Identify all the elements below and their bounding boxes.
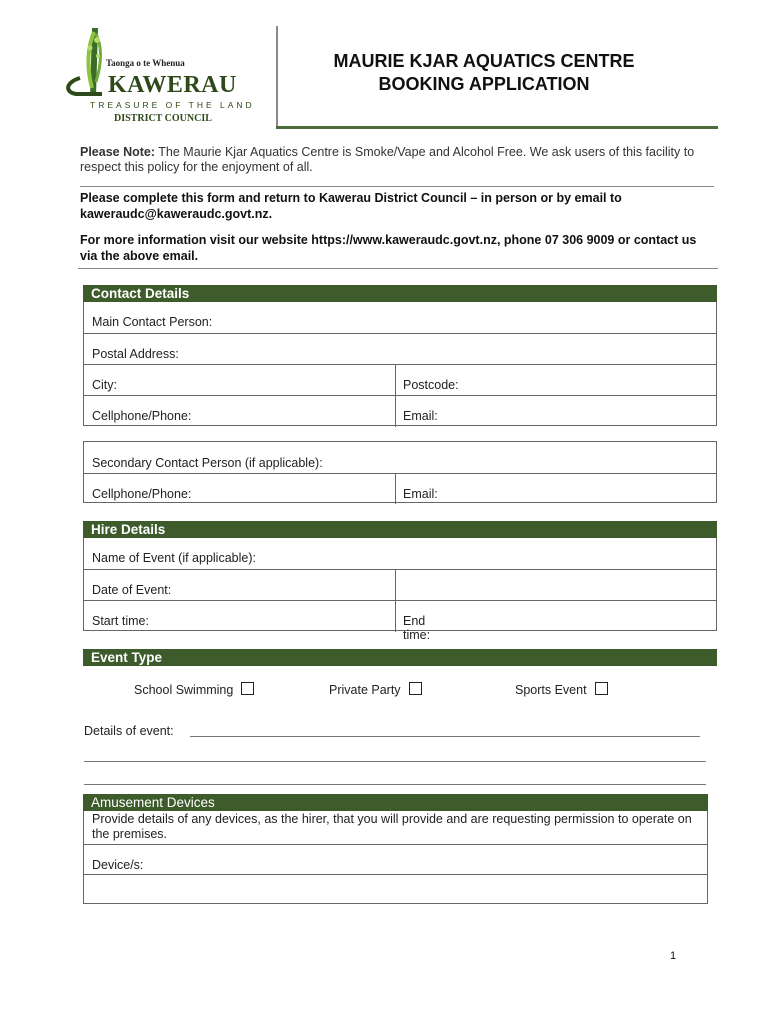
option-private-party[interactable] bbox=[329, 682, 422, 697]
header-divider bbox=[276, 26, 278, 128]
details-of-event-label: Details of event: bbox=[84, 724, 174, 738]
note-text: The Maurie Kjar Aquatics Centre is Smoke/Vape and Alcohol Free. We ask users of this facility to respect this policy for the enjoyment of all. bbox=[80, 145, 695, 174]
title-line-2: BOOKING APPLICATION bbox=[378, 74, 590, 94]
end-time-field[interactable] bbox=[395, 601, 431, 642]
hire-details-table bbox=[83, 538, 717, 642]
title-line-1: MAURIE KJAR AQUATICS CENTRE bbox=[333, 51, 635, 71]
event-date-blank bbox=[395, 570, 396, 601]
secondary-email-label: Email: bbox=[403, 487, 438, 501]
header-rule bbox=[276, 126, 718, 129]
details-line-1[interactable] bbox=[190, 736, 700, 737]
logo-council: DISTRICT COUNCIL bbox=[114, 113, 212, 124]
postal-address-field[interactable] bbox=[84, 333, 716, 365]
event-name-field[interactable] bbox=[84, 538, 716, 569]
page-number: 1 bbox=[670, 950, 677, 962]
amusement-devices-table bbox=[83, 811, 708, 904]
secondary-contact-field[interactable] bbox=[84, 442, 716, 473]
secondary-phone-email-row bbox=[84, 473, 716, 504]
main-contact-field[interactable] bbox=[84, 302, 716, 333]
option-school-swimming[interactable] bbox=[134, 682, 254, 697]
note-label: Please Note: bbox=[80, 145, 156, 159]
amusement-devices-heading: Amusement Devices bbox=[83, 794, 708, 811]
sports-event-label: Sports Event bbox=[515, 683, 587, 697]
email-label: Email: bbox=[403, 409, 438, 423]
event-type-heading: Event Type bbox=[83, 649, 717, 666]
school-swimming-label: School Swimming bbox=[134, 683, 234, 697]
private-party-label: Private Party bbox=[329, 683, 401, 697]
hire-details-heading: Hire Details bbox=[83, 521, 717, 538]
end-time-label: End time: bbox=[403, 614, 431, 642]
instruction-text: Please complete this form and return to Kawerau District Council – in person or by email to kaweraudc@kaweraudc.govt.nz. bbox=[80, 191, 622, 221]
details-line-3[interactable] bbox=[84, 784, 706, 785]
secondary-contact-table bbox=[83, 441, 717, 503]
option-sports-event[interactable] bbox=[515, 682, 608, 697]
logo-treasure: TREASURE OF THE LAND bbox=[90, 100, 255, 110]
time-row bbox=[84, 600, 716, 642]
postcode-label: Postcode: bbox=[403, 378, 459, 392]
intro-divider bbox=[78, 268, 718, 269]
postcode-field[interactable] bbox=[395, 365, 459, 396]
details-line-2[interactable] bbox=[84, 761, 706, 762]
city-label: City: bbox=[92, 378, 117, 392]
contact-details-table bbox=[83, 302, 717, 426]
secondary-phone-label: Cellphone/Phone: bbox=[92, 487, 192, 501]
email-field[interactable] bbox=[395, 396, 438, 427]
logo-wordmark: KAWERAU bbox=[108, 72, 237, 98]
main-contact-label: Main Contact Person: bbox=[92, 315, 213, 329]
more-info-text: For more information visit our website https://www.kaweraudc.govt.nz, phone 07 306 9009 or contact us via the above email. bbox=[80, 233, 697, 263]
phone-label: Cellphone/Phone: bbox=[92, 409, 192, 423]
event-date-row[interactable] bbox=[84, 569, 716, 601]
page-title bbox=[280, 50, 688, 96]
devices-blank-row[interactable] bbox=[84, 874, 707, 904]
amusement-description: Provide details of any devices, as the hirer, that you will provide and are requesting permission to operate on the premises. bbox=[92, 812, 692, 841]
sports-event-checkbox[interactable] bbox=[595, 682, 608, 695]
logo-tagline: Taonga o te Whenua bbox=[106, 58, 185, 68]
phone-email-row bbox=[84, 395, 716, 427]
private-party-checkbox[interactable] bbox=[409, 682, 422, 695]
secondary-contact-label: Secondary Contact Person (if applicable): bbox=[92, 456, 323, 470]
secondary-email-field[interactable] bbox=[395, 474, 438, 504]
note-divider bbox=[80, 186, 714, 187]
devices-label: Device/s: bbox=[92, 858, 144, 872]
policy-note bbox=[80, 145, 710, 175]
contact-details-heading: Contact Details bbox=[83, 285, 717, 302]
event-date-label: Date of Event: bbox=[92, 583, 172, 597]
start-time-label: Start time: bbox=[92, 614, 149, 628]
kawerau-logo bbox=[62, 26, 262, 126]
devices-field[interactable] bbox=[84, 844, 707, 875]
school-swimming-checkbox[interactable] bbox=[241, 682, 254, 695]
city-postcode-row bbox=[84, 364, 716, 396]
event-name-label: Name of Event (if applicable): bbox=[92, 551, 256, 565]
postal-address-label: Postal Address: bbox=[92, 347, 179, 361]
